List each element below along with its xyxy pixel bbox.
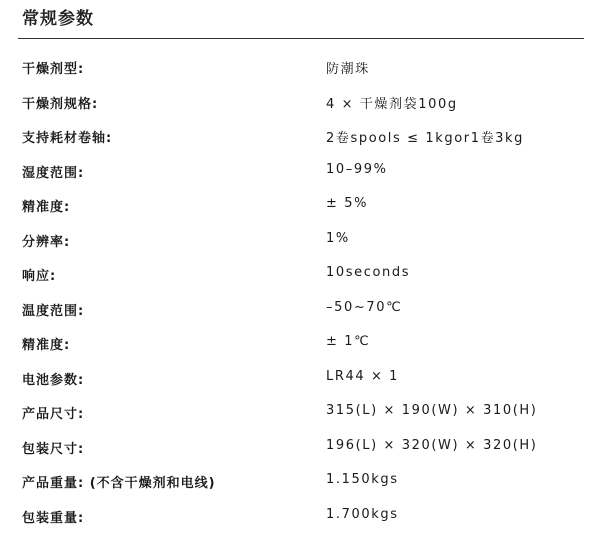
spec-row-package-size xyxy=(0,431,600,466)
spec-value: LR44 × 1 xyxy=(326,369,399,384)
spec-value: 196(L) × 320(W) × 320(H) xyxy=(326,438,537,453)
spec-value: –50~70℃ xyxy=(326,300,402,315)
spec-row-resolution xyxy=(0,224,600,259)
spec-value: 10–99% xyxy=(326,162,388,177)
spec-row-temperature-accuracy xyxy=(0,327,600,362)
spec-value: 1.150kgs xyxy=(326,472,399,487)
spec-value: 1.700kgs xyxy=(326,507,399,522)
spec-label: 支持耗材卷轴: xyxy=(22,127,112,146)
spec-row-desiccant-type xyxy=(0,51,600,86)
spec-value: ± 1℃ xyxy=(326,334,370,349)
spec-value: ± 5% xyxy=(326,196,368,211)
spec-row-temperature-range xyxy=(0,293,600,328)
spec-value: 1% xyxy=(326,231,350,246)
spec-label: 产品尺寸: xyxy=(22,403,84,422)
spec-label: 温度范围: xyxy=(22,300,84,319)
spec-row-humidity-range xyxy=(0,155,600,190)
spec-value: 防潮珠 xyxy=(326,58,370,77)
spec-value: 10seconds xyxy=(326,265,410,280)
spec-label: 电池参数: xyxy=(22,369,84,388)
spec-row-product-size xyxy=(0,396,600,431)
title-divider xyxy=(18,38,584,39)
spec-row-response xyxy=(0,258,600,293)
spec-value: 315(L) × 190(W) × 310(H) xyxy=(326,403,537,418)
spec-label: 包装尺寸: xyxy=(22,438,84,457)
spec-value: 2卷spools ≤ 1kgor1卷3kg xyxy=(326,127,524,146)
spec-label: 分辨率: xyxy=(22,231,70,250)
spec-value: 4 × 干燥剂袋100g xyxy=(326,93,458,112)
spec-row-spool-support xyxy=(0,120,600,155)
spec-label: 响应: xyxy=(22,265,56,284)
section-title: 常规参数 xyxy=(22,4,94,29)
spec-label: 精准度: xyxy=(22,334,70,353)
spec-list xyxy=(0,51,600,534)
spec-label: 精准度: xyxy=(22,196,70,215)
spec-row-desiccant-size xyxy=(0,86,600,121)
spec-label: 干燥剂型: xyxy=(22,58,84,77)
spec-row-humidity-accuracy xyxy=(0,189,600,224)
spec-row-product-weight xyxy=(0,465,600,500)
spec-label: 干燥剂规格: xyxy=(22,93,98,112)
spec-label: 包装重量: xyxy=(22,507,84,526)
spec-label: 湿度范围: xyxy=(22,162,84,181)
spec-row-battery xyxy=(0,362,600,397)
spec-label: 产品重量: (不含干燥剂和电线) xyxy=(22,472,216,491)
spec-row-package-weight xyxy=(0,500,600,534)
